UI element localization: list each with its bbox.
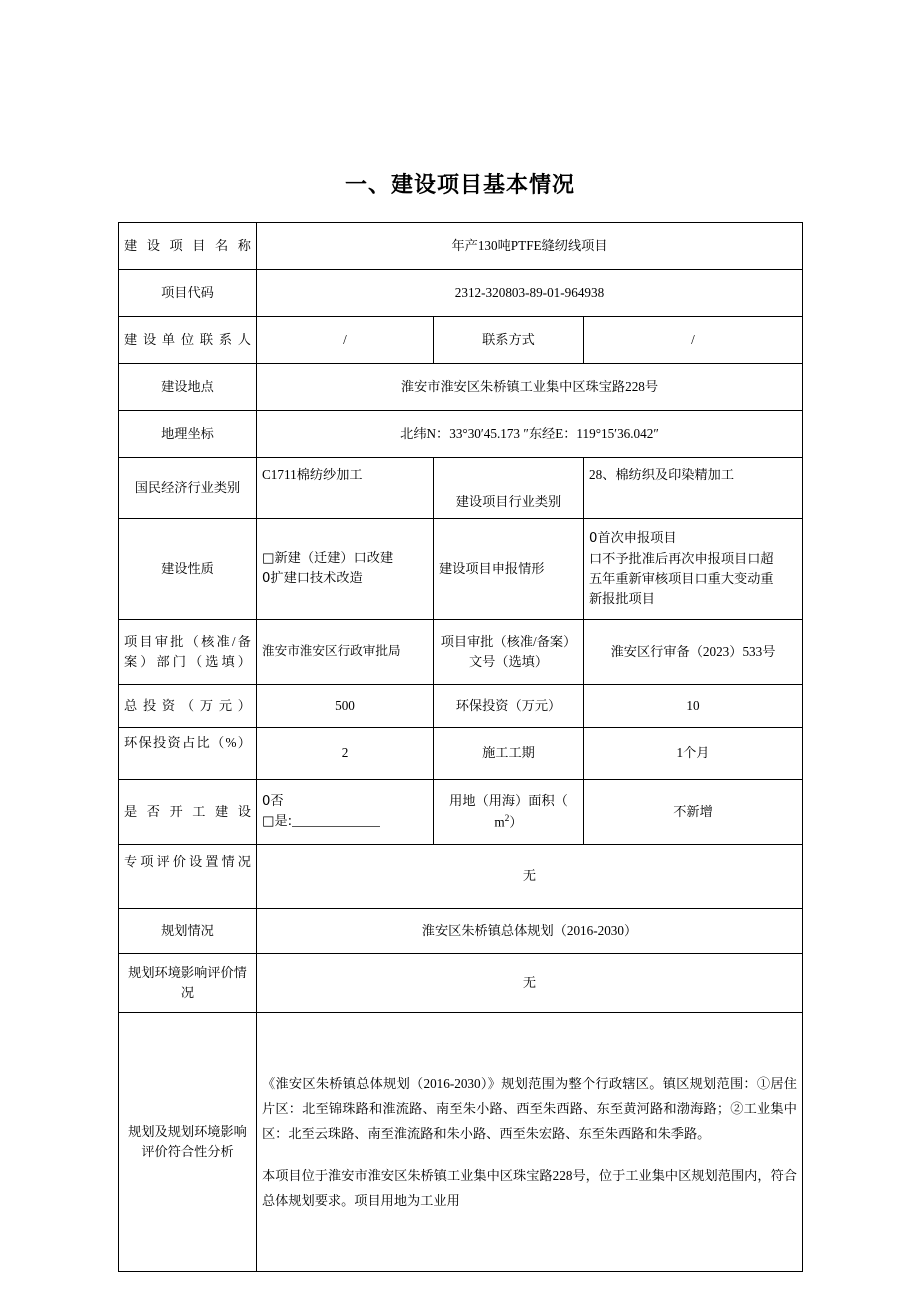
value-site: 淮安市淮安区朱桥镇工业集中区珠宝路228号 — [257, 364, 803, 411]
label-env-investment-ratio: 环保投资占比（%） — [119, 728, 257, 780]
label-industry-category: 国民经济行业类别 — [119, 458, 257, 519]
value-construction-nature — [257, 519, 434, 620]
started-date-blank[interactable] — [292, 813, 380, 827]
value-planning-status: 淮安区朱桥镇总体规划（2016-2030） — [257, 909, 803, 954]
table-row-nature — [119, 519, 803, 620]
declaration-option-major-change[interactable]: 新报批项目 — [589, 592, 655, 608]
declaration-option-five-year[interactable]: 五年重新审核项目口重大变动重 — [589, 572, 774, 587]
table-row-approval — [119, 620, 803, 685]
value-project-code: 2312-320803-89-01-964938 — [257, 270, 803, 317]
analysis-paragraph-2: 本项目位于淮安市淮安区朱桥镇工业集中区珠宝路228号，位于工业集中区规划范围内，符合总体规划要求。项目用地为工业用 — [262, 1168, 797, 1209]
label-project-industry-category: 建设项目行业类别 — [434, 458, 584, 519]
analysis-paragraph-1: 《淮安区朱桥镇总体规划（2016-2030）》规划范围为整个行政辖区。镇区规划范围：①居住片区：北至锦珠路和淮流路、南至朱小路、西至朱西路、东至黄河路和渤海路；②工业集中区：北至云珠路、南至淮流路和朱小路、西至朱宏路、东至朱西路和朱季路。 — [262, 1075, 797, 1141]
declaration-option-rejected[interactable]: 口不予批准后再次申报项目口超 — [589, 551, 774, 567]
value-construction-period: 1个月 — [584, 728, 803, 780]
label-planning-compliance-analysis: 规划及规划环境影响评价符合性分析 — [119, 1013, 257, 1272]
label-land-area — [434, 780, 584, 845]
nature-option-new[interactable]: □新建（迁建）口改建 — [262, 550, 394, 566]
table-row-planning-eia — [119, 954, 803, 1013]
table-row-contact — [119, 317, 803, 364]
value-contact-method: / — [584, 317, 803, 364]
table-row-site — [119, 364, 803, 411]
land-area-unit-close: ） — [509, 814, 523, 830]
label-construction-period: 施工工期 — [434, 728, 584, 780]
started-option-no[interactable]: 0否 — [262, 793, 284, 809]
label-project-code: 项目代码 — [119, 270, 257, 317]
label-construction-started: 是否开工建设 — [119, 780, 257, 845]
table-row-special-eval — [119, 845, 803, 909]
value-approval-docno: 淮安区行审备（2023）533号 — [584, 620, 803, 685]
label-project-name: 建设项目名称 — [119, 223, 257, 270]
label-land-area-line2 — [439, 812, 578, 833]
value-project-name: 年产130吨PTFE缝纫线项目 — [257, 223, 803, 270]
value-contact-person: / — [257, 317, 434, 364]
label-contact-person: 建设单位联系人 — [119, 317, 257, 364]
value-special-evaluation: 无 — [257, 845, 803, 909]
value-construction-started — [257, 780, 434, 845]
label-approval-docno: 项目审批（核准/备案）文号（选填） — [434, 620, 584, 685]
table-row-planning — [119, 909, 803, 954]
land-area-unit-sup: 2 — [504, 813, 510, 824]
label-land-area-line1: 用地（用海）面积（ — [449, 793, 568, 809]
label-env-investment: 环保投资（万元） — [434, 685, 584, 728]
table-row-analysis — [119, 1013, 803, 1272]
value-env-investment-ratio: 2 — [257, 728, 434, 780]
declaration-option-first[interactable]: 0首次申报项目 — [589, 531, 677, 547]
label-planning-eia: 规划环境影响评价情况 — [119, 954, 257, 1013]
table-row-project-code — [119, 270, 803, 317]
value-planning-eia: 无 — [257, 954, 803, 1013]
nature-option-expand[interactable]: 0扩建口技术改造 — [262, 571, 363, 586]
value-total-investment: 500 — [257, 685, 434, 728]
value-approval-dept: 淮安市淮安区行政审批局 — [257, 620, 434, 685]
value-planning-compliance-analysis — [257, 1013, 803, 1272]
started-option-yes-label: □是: — [262, 814, 293, 829]
label-coordinates: 地理坐标 — [119, 411, 257, 458]
label-construction-nature: 建设性质 — [119, 519, 257, 620]
label-contact-method: 联系方式 — [434, 317, 584, 364]
label-planning-status: 规划情况 — [119, 909, 257, 954]
table-row-coordinates — [119, 411, 803, 458]
label-total-investment: 总投资（万元） — [119, 685, 257, 728]
table-row-env-ratio — [119, 728, 803, 780]
value-industry-category: C1711棉纺纱加工 — [257, 458, 434, 519]
table-row-investment — [119, 685, 803, 728]
table-row-industry — [119, 458, 803, 519]
page-title: 一、建设项目基本情况 — [344, 173, 575, 198]
table-row-started — [119, 780, 803, 845]
label-approval-dept: 项目审批（核准/备案）部门（选填） — [119, 620, 257, 685]
value-coordinates: 北纬N：33°30′45.173 ″东经E：119°15′36.042″ — [257, 411, 803, 458]
started-option-yes[interactable] — [262, 812, 428, 832]
label-special-evaluation: 专项评价设置情况 — [119, 845, 257, 909]
value-env-investment: 10 — [584, 685, 803, 728]
value-land-area: 不新增 — [584, 780, 803, 845]
value-declaration-situation — [584, 519, 803, 620]
label-site: 建设地点 — [119, 364, 257, 411]
land-area-unit: m — [494, 814, 505, 830]
project-basic-info-table — [118, 222, 803, 1272]
value-project-industry-category: 28、棉纺织及印染精加工 — [584, 458, 803, 519]
table-row-project-name — [119, 223, 803, 270]
label-declaration-situation: 建设项目申报情形 — [434, 519, 584, 620]
